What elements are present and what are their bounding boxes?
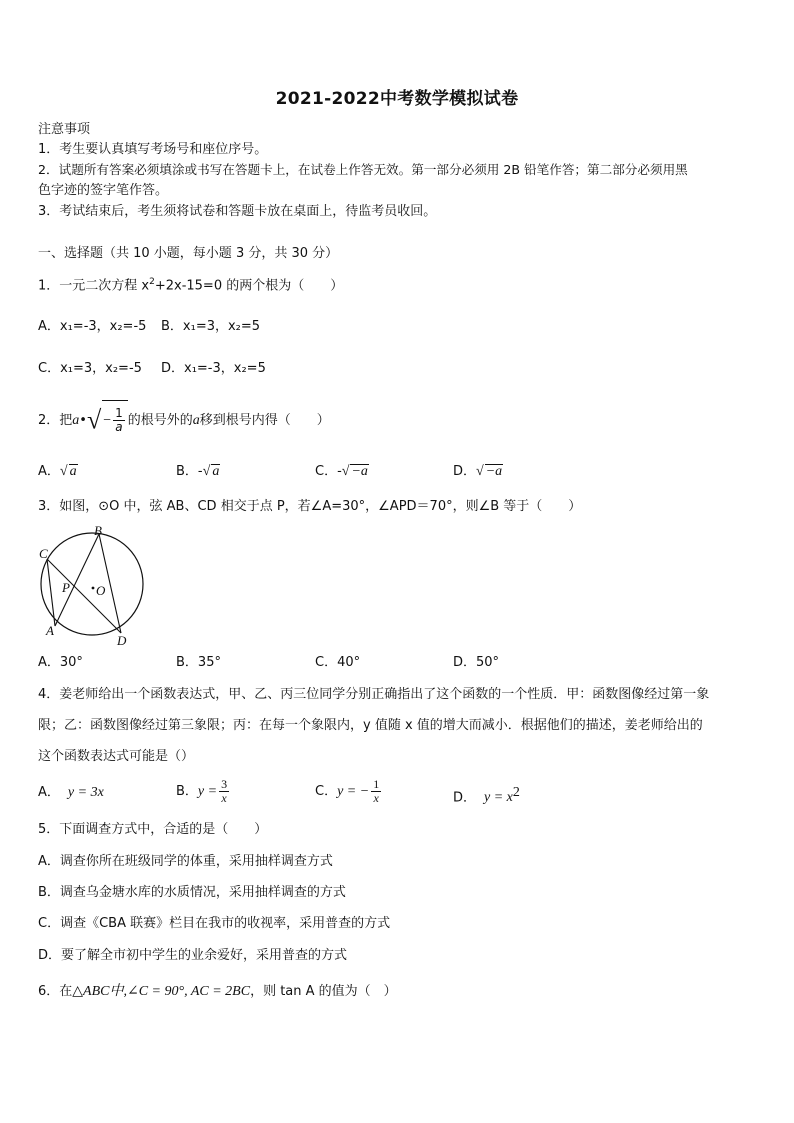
center-point [92, 587, 95, 590]
q4-option-c: C．y = − $\frac{1}{x}$ [315, 776, 380, 805]
q1-option-b: B．x₁=3，x₂=5 [161, 319, 261, 334]
question-1-stem: 1．一元二次方程 $x^2+2x-15=0$ 的两个根为（ ） [38, 277, 344, 294]
notes-item-1: 1．考生要认真填写考场号和座位序号。 [38, 142, 268, 157]
q5-option-c: C．调查《CBA 联赛》栏目在我市的收视率，采用普查的方式 [38, 916, 391, 931]
q4-option-b: B．y = $\frac{3}{x}$ [176, 776, 228, 805]
label-o: O [96, 583, 106, 598]
question-4-line-3: 这个函数表达式可能是（） [38, 749, 195, 764]
label-d: D [117, 633, 127, 648]
q1-option-c: C．x₁=3，x₂=-5 [38, 361, 142, 376]
label-a: A [46, 623, 54, 638]
q1-option-d: D．x₁=-3，x₂=5 [161, 361, 266, 376]
notes-item-3: 3．考试结束后，考生须将试卷和答题卡放在桌面上，待监考员收回。 [38, 204, 437, 219]
label-c: C [39, 546, 48, 561]
page-title: 2021-2022中考数学模拟试卷 [275, 89, 519, 109]
q1-option-a: A．x₁=-3，x₂=-5 [38, 319, 147, 334]
q3-option-a: A．30° [38, 655, 83, 670]
q5-option-b: B．调查乌金塘水库的水质情况，采用抽样调查的方式 [38, 885, 346, 900]
q5-option-a: A．调查你所在班级同学的体重，采用抽样调查方式 [38, 854, 333, 869]
q3-option-d: D．50° [453, 655, 500, 670]
q3-option-c: C．40° [315, 655, 361, 670]
q2-option-a: A．√ a [38, 464, 77, 479]
notes-heading: 注意事项 [38, 122, 91, 137]
question-2-stem: 2．把a•√ − $\frac{1}{a}$ 的根号外的a移到根号内得（ ） [38, 400, 330, 440]
question-3-stem: 3．如图，⊙O 中，弦 AB、CD 相交于点 P，若∠A=30°，∠APD＝70°，则∠B 等于（ ） [38, 499, 582, 514]
notes-item-2: 2．试题所有答案必须填涂或书写在答题卡上，在试卷上作答无效。第一部分必须用 2B 铅笔作答；第二部分必须用黑 [38, 162, 688, 177]
q4-option-d: D． $y = x^2$ [453, 785, 520, 806]
question-4-line-1: 4．姜老师给出一个函数表达式，甲、乙、丙三位同学分别正确指出了这个函数的一个性质．甲：函数图像经过第一象 [38, 687, 710, 702]
q5-option-d: D．要了解全市初中学生的业余爱好，采用普查的方式 [38, 948, 348, 963]
segment-ca [47, 559, 55, 626]
question-6-stem: 6．在△ABC中,∠C = 90°, AC = 2BC，则 tan A 的值为（ ） [38, 984, 397, 999]
section-heading: 一、选择题（共 10 小题，每小题 3 分，共 30 分） [38, 246, 339, 261]
label-b: B [94, 523, 102, 538]
label-p: P [62, 580, 70, 595]
q4-option-a: A． y = 3x [38, 785, 104, 800]
q2-option-c: C．-√ −a [315, 464, 368, 479]
circle-figure [34, 522, 150, 648]
q2-option-b: B．-√ a [176, 464, 220, 479]
q2-option-d: D．√ −a [453, 464, 503, 479]
question-5-stem: 5．下面调查方式中，合适的是（ ） [38, 822, 268, 837]
q3-option-b: B．35° [176, 655, 221, 670]
question-4-line-2: 限；乙：函数图像经过第三象限；丙：在每一个象限内，y 值随 x 值的增大而减小．根据他们的描述，姜老师给出的 [38, 718, 703, 733]
notes-item-2-cont: 色字迹的签字笔作答。 [38, 183, 169, 198]
